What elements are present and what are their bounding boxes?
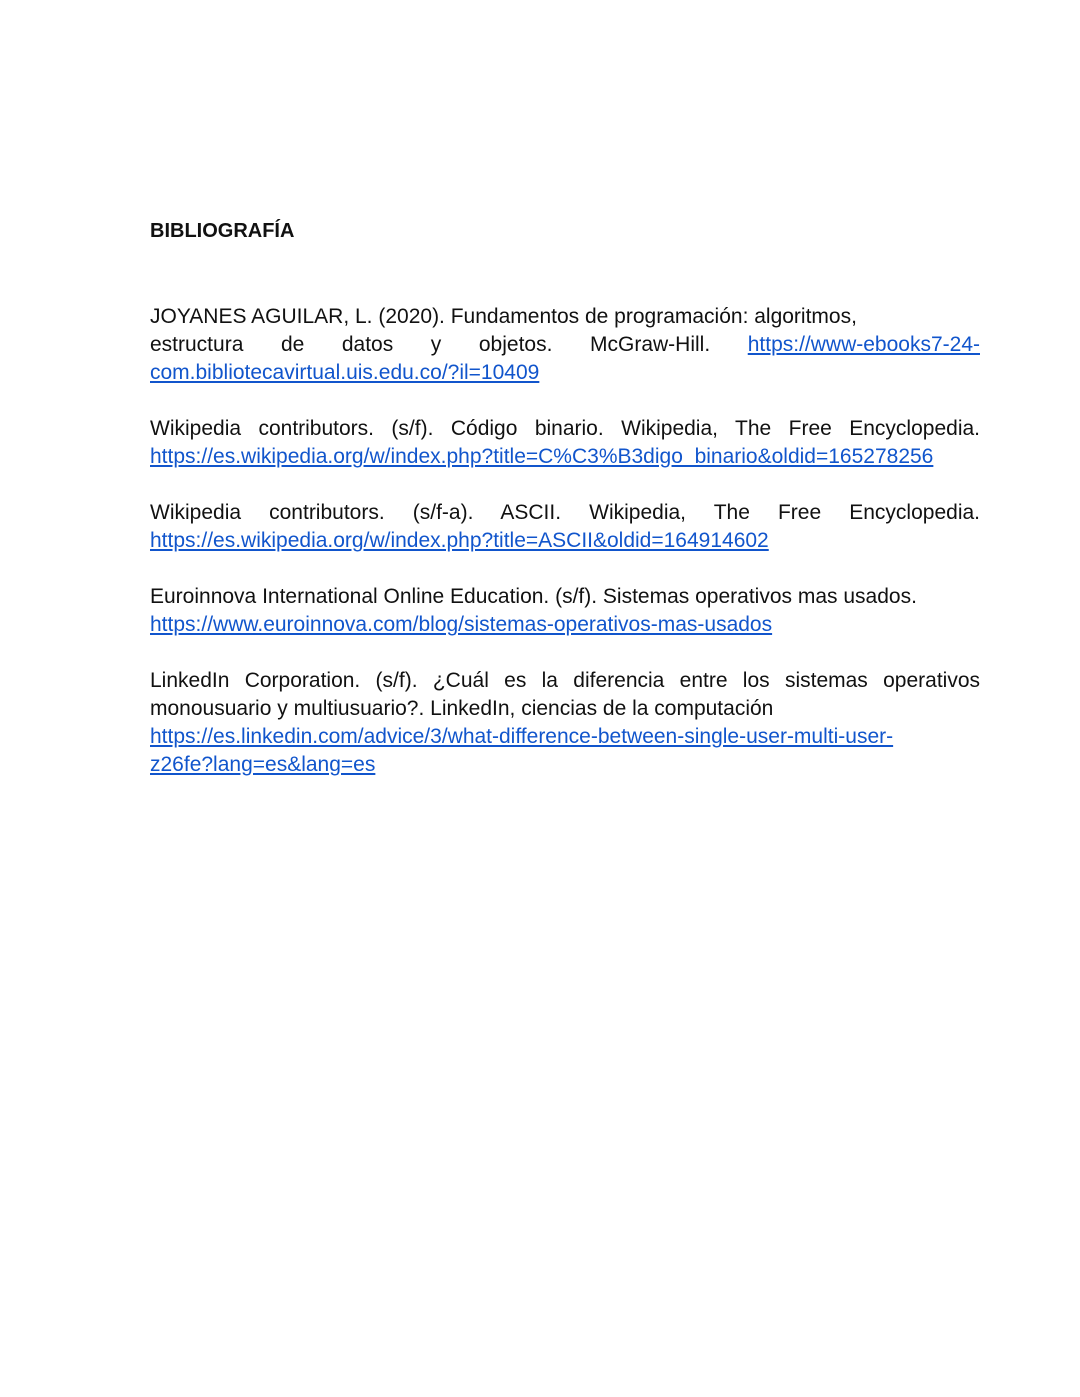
reference-link[interactable]: https://es.wikipedia.org/w/index.php?title=C%C3%B3digo_binario&oldid=165278256 [150, 445, 934, 468]
reference-ascii [150, 499, 980, 555]
reference-text: Wikipedia contributors. (s/f). Código binario. Wikipedia, The Free Encyclopedia. [150, 417, 980, 440]
reference-text: Wikipedia contributors. (s/f-a). ASCII. Wikipedia, The Free Encyclopedia. [150, 501, 980, 524]
reference-joyanes [150, 303, 980, 387]
reference-line [150, 331, 980, 359]
reference-link[interactable]: https://es.wikipedia.org/w/index.php?title=ASCII&oldid=164914602 [150, 529, 769, 552]
bibliography-list [150, 303, 980, 807]
reference-linkedin [150, 667, 980, 779]
reference-text: estructura de datos y objetos. McGraw-Hill. [150, 333, 711, 356]
reference-link-continued[interactable]: com.bibliotecavirtual.uis.edu.co/?il=10409 [150, 361, 540, 384]
reference-text: monousuario y multiusuario?. LinkedIn, ciencias de la computación [150, 697, 774, 720]
reference-codigo-binario [150, 415, 980, 471]
reference-link-continued[interactable]: z26fe?lang=es&lang=es [150, 753, 376, 776]
reference-link[interactable]: https://es.linkedin.com/advice/3/what-difference-between-single-user-multi-user- [150, 725, 894, 748]
reference-text: Euroinnova International Online Education. (s/f). Sistemas operativos mas usados. [150, 585, 917, 608]
reference-text: LinkedIn Corporation. (s/f). ¿Cuál es la diferencia entre los sistemas operativos [150, 669, 980, 692]
reference-link[interactable]: https://www.euroinnova.com/blog/sistemas-operativos-mas-usados [150, 613, 773, 636]
reference-euroinnova [150, 583, 980, 639]
reference-link[interactable]: https://www-ebooks7-24- [747, 333, 980, 356]
reference-text: JOYANES AGUILAR, L. (2020). Fundamentos de programación: algoritmos, [150, 305, 857, 328]
bibliography-heading: BIBLIOGRAFÍA [150, 220, 295, 242]
